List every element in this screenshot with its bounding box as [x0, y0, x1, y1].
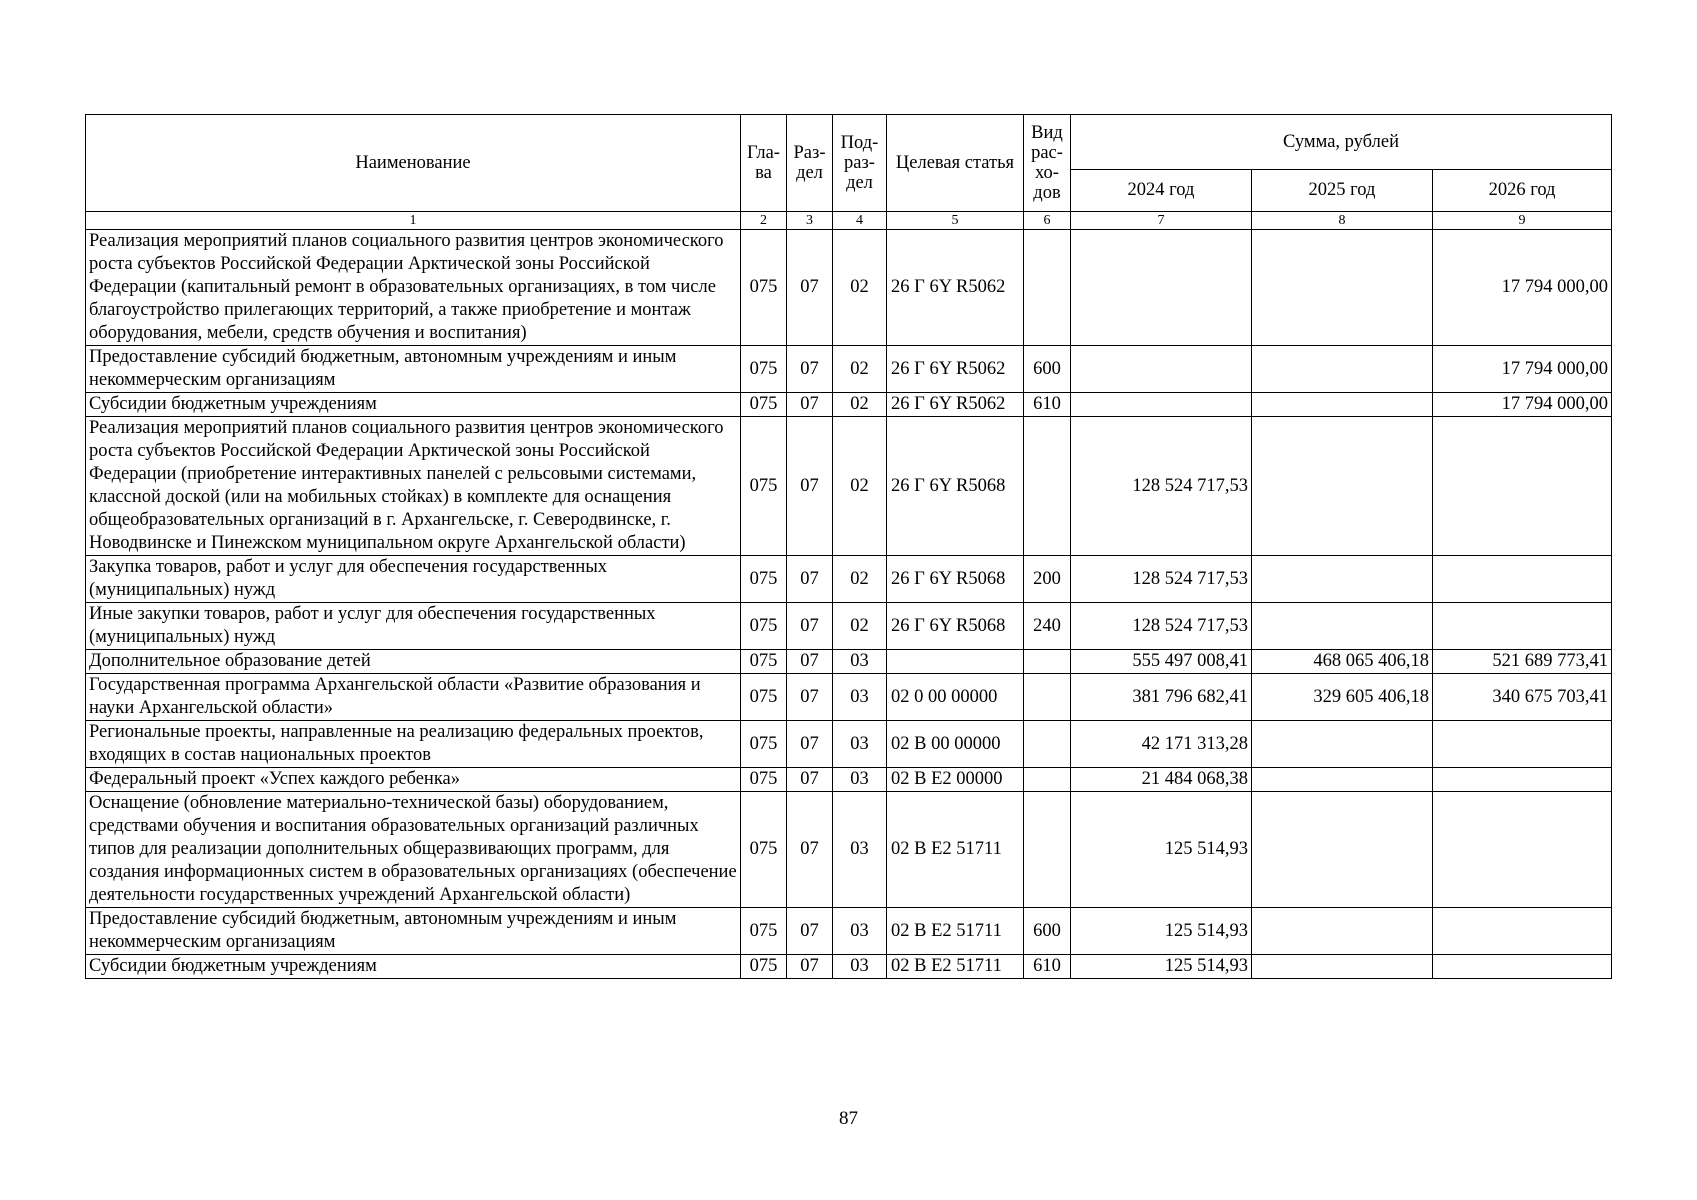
table-row — [86, 346, 1612, 393]
amount-2025-cell — [1252, 721, 1433, 768]
budget-table — [85, 114, 1612, 979]
amount-2024-cell: 125 514,93 — [1071, 908, 1252, 955]
target-article-cell: 26 Г 6Y R5068 — [887, 556, 1024, 603]
amount-2025-cell — [1252, 603, 1433, 650]
podrazdel-cell: 03 — [833, 674, 887, 721]
row-name-cell: Предоставление субсидий бюджетным, автономным учреждениям и иным некоммерческим организациям — [86, 346, 741, 393]
podrazdel-cell: 03 — [833, 650, 887, 674]
expense-type-cell: 200 — [1024, 556, 1071, 603]
table-row — [86, 721, 1612, 768]
target-article-cell: 26 Г 6Y R5062 — [887, 230, 1024, 346]
razdel-cell: 07 — [787, 650, 833, 674]
amount-2025-cell — [1252, 908, 1433, 955]
expense-type-cell — [1024, 417, 1071, 556]
glava-cell: 075 — [741, 908, 787, 955]
row-name-cell: Федеральный проект «Успех каждого ребенка» — [86, 768, 741, 792]
header-year-2025: 2025 год — [1252, 170, 1433, 212]
amount-2025-cell — [1252, 393, 1433, 417]
amount-2024-cell: 125 514,93 — [1071, 792, 1252, 908]
razdel-cell: 07 — [787, 721, 833, 768]
podrazdel-cell: 02 — [833, 603, 887, 650]
row-name-cell: Предоставление субсидий бюджетным, автономным учреждениям и иным некоммерческим организациям — [86, 908, 741, 955]
amount-2026-cell — [1433, 417, 1612, 556]
table-row — [86, 768, 1612, 792]
glava-cell: 075 — [741, 393, 787, 417]
amount-2024-cell: 125 514,93 — [1071, 955, 1252, 979]
amount-2026-cell: 340 675 703,41 — [1433, 674, 1612, 721]
amount-2024-cell: 21 484 068,38 — [1071, 768, 1252, 792]
podrazdel-cell: 02 — [833, 393, 887, 417]
column-number: 6 — [1024, 212, 1071, 230]
amount-2026-cell — [1433, 908, 1612, 955]
column-number: 8 — [1252, 212, 1433, 230]
amount-2026-cell — [1433, 556, 1612, 603]
column-number: 4 — [833, 212, 887, 230]
glava-cell: 075 — [741, 417, 787, 556]
razdel-cell: 07 — [787, 603, 833, 650]
glava-cell: 075 — [741, 650, 787, 674]
razdel-cell: 07 — [787, 417, 833, 556]
page-number: 87 — [839, 1108, 858, 1129]
row-name-cell: Субсидии бюджетным учреждениям — [86, 393, 741, 417]
amount-2024-cell: 42 171 313,28 — [1071, 721, 1252, 768]
podrazdel-cell: 02 — [833, 230, 887, 346]
amount-2024-cell: 555 497 008,41 — [1071, 650, 1252, 674]
amount-2025-cell — [1252, 230, 1433, 346]
table-row — [86, 556, 1612, 603]
podrazdel-cell: 03 — [833, 908, 887, 955]
header-name: Наименование — [86, 115, 741, 212]
amount-2026-cell: 521 689 773,41 — [1433, 650, 1612, 674]
target-article-cell: 02 В 00 00000 — [887, 721, 1024, 768]
column-numbers-row — [86, 212, 1612, 230]
target-article-cell: 02 В Е2 00000 — [887, 768, 1024, 792]
amount-2026-cell — [1433, 721, 1612, 768]
amount-2024-cell — [1071, 393, 1252, 417]
table-row — [86, 792, 1612, 908]
target-article-cell: 26 Г 6Y R5062 — [887, 346, 1024, 393]
header-vid: Вид рас-хо-дов — [1024, 115, 1071, 212]
amount-2025-cell — [1252, 955, 1433, 979]
header-year-2026: 2026 год — [1433, 170, 1612, 212]
header-glava: Гла-ва — [741, 115, 787, 212]
amount-2025-cell: 329 605 406,18 — [1252, 674, 1433, 721]
expense-type-cell: 600 — [1024, 346, 1071, 393]
razdel-cell: 07 — [787, 230, 833, 346]
amount-2026-cell: 17 794 000,00 — [1433, 393, 1612, 417]
expense-type-cell: 610 — [1024, 393, 1071, 417]
expense-type-cell — [1024, 721, 1071, 768]
razdel-cell: 07 — [787, 908, 833, 955]
expense-type-cell — [1024, 230, 1071, 346]
target-article-cell: 26 Г 6Y R5068 — [887, 417, 1024, 556]
expense-type-cell — [1024, 650, 1071, 674]
row-name-cell: Субсидии бюджетным учреждениям — [86, 955, 741, 979]
column-number: 3 — [787, 212, 833, 230]
podrazdel-cell: 03 — [833, 721, 887, 768]
amount-2024-cell: 128 524 717,53 — [1071, 603, 1252, 650]
amount-2024-cell: 128 524 717,53 — [1071, 417, 1252, 556]
expense-type-cell — [1024, 674, 1071, 721]
amount-2025-cell: 468 065 406,18 — [1252, 650, 1433, 674]
table-row — [86, 908, 1612, 955]
amount-2024-cell: 128 524 717,53 — [1071, 556, 1252, 603]
table-row — [86, 955, 1612, 979]
target-article-cell: 02 В Е2 51711 — [887, 908, 1024, 955]
amount-2025-cell — [1252, 346, 1433, 393]
glava-cell: 075 — [741, 556, 787, 603]
amount-2026-cell: 17 794 000,00 — [1433, 346, 1612, 393]
razdel-cell: 07 — [787, 768, 833, 792]
header-target: Целевая статья — [887, 115, 1024, 212]
row-name-cell: Закупка товаров, работ и услуг для обеспечения государственных (муниципальных) нужд — [86, 556, 741, 603]
header-razdel: Раз-дел — [787, 115, 833, 212]
glava-cell: 075 — [741, 674, 787, 721]
razdel-cell: 07 — [787, 674, 833, 721]
amount-2025-cell — [1252, 417, 1433, 556]
column-number: 2 — [741, 212, 787, 230]
razdel-cell: 07 — [787, 346, 833, 393]
column-number: 9 — [1433, 212, 1612, 230]
glava-cell: 075 — [741, 955, 787, 979]
podrazdel-cell: 02 — [833, 417, 887, 556]
row-name-cell: Иные закупки товаров, работ и услуг для обеспечения государственных (муниципальных) нужд — [86, 603, 741, 650]
row-name-cell: Региональные проекты, направленные на реализацию федеральных проектов, входящих в состав национальных проектов — [86, 721, 741, 768]
target-article-cell: 02 0 00 00000 — [887, 674, 1024, 721]
row-name-cell: Государственная программа Архангельской области «Развитие образования и науки Архангельской области» — [86, 674, 741, 721]
podrazdel-cell: 03 — [833, 955, 887, 979]
column-number: 7 — [1071, 212, 1252, 230]
target-article-cell: 02 В Е2 51711 — [887, 792, 1024, 908]
podrazdel-cell: 03 — [833, 792, 887, 908]
razdel-cell: 07 — [787, 792, 833, 908]
amount-2024-cell: 381 796 682,41 — [1071, 674, 1252, 721]
amount-2026-cell — [1433, 768, 1612, 792]
glava-cell: 075 — [741, 721, 787, 768]
amount-2024-cell — [1071, 346, 1252, 393]
razdel-cell: 07 — [787, 955, 833, 979]
target-article-cell: 26 Г 6Y R5068 — [887, 603, 1024, 650]
glava-cell: 075 — [741, 792, 787, 908]
amount-2026-cell — [1433, 603, 1612, 650]
header-year-2024: 2024 год — [1071, 170, 1252, 212]
glava-cell: 075 — [741, 603, 787, 650]
podrazdel-cell: 02 — [833, 556, 887, 603]
amount-2025-cell — [1252, 556, 1433, 603]
table-row — [86, 650, 1612, 674]
razdel-cell: 07 — [787, 393, 833, 417]
row-name-cell: Дополнительное образование детей — [86, 650, 741, 674]
row-name-cell: Реализация мероприятий планов социального развития центров экономического роста субъектов Российской Федерации Арктической зоны Российской Федерации (капитальный ремонт в образовательных организациях, в том числе благоустройство прилегающих территорий, а также приобретение и монтаж оборудования, мебели, средств обучения и воспитания) — [86, 230, 741, 346]
amount-2026-cell — [1433, 792, 1612, 908]
target-article-cell — [887, 650, 1024, 674]
amount-2024-cell — [1071, 230, 1252, 346]
table-row — [86, 603, 1612, 650]
expense-type-cell — [1024, 768, 1071, 792]
amount-2025-cell — [1252, 792, 1433, 908]
podrazdel-cell: 02 — [833, 346, 887, 393]
expense-type-cell: 240 — [1024, 603, 1071, 650]
expense-type-cell: 610 — [1024, 955, 1071, 979]
header-podrazdel: Под-раз-дел — [833, 115, 887, 212]
row-name-cell: Оснащение (обновление материально-технической базы) оборудованием, средствами обучения и воспитания образовательных организаций различных типов для реализации дополнительных общеразвивающих программ, для создания информационных систем в образовательных организациях (обеспечение деятельности государственных учреждений Архангельской области) — [86, 792, 741, 908]
target-article-cell: 02 В Е2 51711 — [887, 955, 1024, 979]
podrazdel-cell: 03 — [833, 768, 887, 792]
amount-2026-cell — [1433, 955, 1612, 979]
header-sum: Сумма, рублей — [1071, 115, 1612, 170]
expense-type-cell: 600 — [1024, 908, 1071, 955]
row-name-cell: Реализация мероприятий планов социального развития центров экономического роста субъектов Российской Федерации Арктической зоны Российской Федерации (приобретение интерактивных панелей с рельсовыми системами, классной доской (или на мобильных стойках) в комплекте для оснащения общеобразовательных организаций в г. Архангельске, г. Северодвинске, г. Новодвинске и Пинежском муниципальном округе Архангельской области) — [86, 417, 741, 556]
expense-type-cell — [1024, 792, 1071, 908]
column-number: 1 — [86, 212, 741, 230]
glava-cell: 075 — [741, 768, 787, 792]
glava-cell: 075 — [741, 346, 787, 393]
table-row — [86, 674, 1612, 721]
table-row — [86, 417, 1612, 556]
amount-2026-cell: 17 794 000,00 — [1433, 230, 1612, 346]
column-number: 5 — [887, 212, 1024, 230]
glava-cell: 075 — [741, 230, 787, 346]
table-row — [86, 230, 1612, 346]
amount-2025-cell — [1252, 768, 1433, 792]
target-article-cell: 26 Г 6Y R5062 — [887, 393, 1024, 417]
razdel-cell: 07 — [787, 556, 833, 603]
table-row — [86, 393, 1612, 417]
